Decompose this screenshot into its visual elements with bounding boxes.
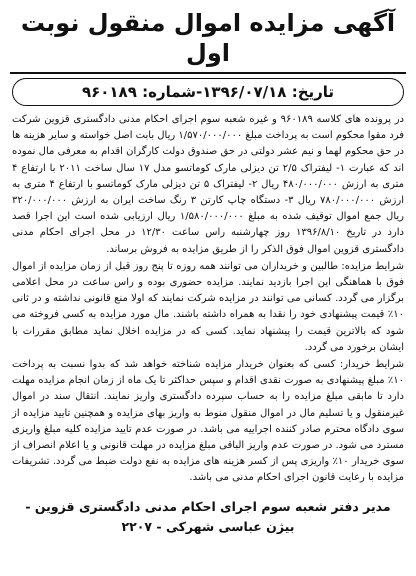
paragraph-auction-terms: شرایط مزایده: طالبین و خریداران می توانند همه روزه تا پنج روز قبل از زمان مزایده از اموال فوق با هماهنگی این اجرا بازدید نمایند. مزایده حضوری بوده و راس ساعت در محل اعلامی برگزار می گردد. کسانی می توانند در مزایده شرکت نمایند که اولا منع قانونی نداشته و در ثانی ۱۰٪ قیمت پیشنهادی خود را نقدا به همراه داشته باشند. مال مورد مزایده به کسی فروخته می شود که بالاترین قیمت را پیشنهاد نماید. کسی که در مزایده اخلال نماید مطابق مقررات با ایشان برخورد می گردد. [12,260,404,353]
paragraph-buyer-terms: شرایط خریدار: کسی که بعنوان خریدار مزایده شناخته خواهد شد که بدوا نسبت به پرداخت ۱۰٪ مبلغ پیشنهادی به صورت نقدی اقدام و سپس حداکثر تا یک ماه از زمان انجام مزایده مهلت دارد تا مابقی مبلغ مزایده را به حساب سپرده دادگستری واریز نمایند. انتقال سند در اموال غیرمنقول و یا تسلیم مال در اموال منقول منوط به واریز بهای مزایده و همچنین تایید مزایده از سوی دادگاه محترم صادر کننده اجراییه می باشد. در صورت عدم تایید مزایده کلیه مبلغ واریزی مسترد می شود. در صورت عدم واریز الباقی مبلغ مزایده در مهلت قانونی و یا اعلام انصراف از سوی خریدار ۱۰٪ واریزی پس از کسر هزینه های مزایده به نفع دولت ضبط می گردد. تشریفات مزایده با رعایت قانون اجرای احکام مدنی می باشد. [12,359,404,484]
meta-bar [12,78,404,106]
page-title: آگهی مزایده اموال منقول نوبت اول [10,6,406,74]
date-label: تاریخ: ۱۳۹۶/۰۷/۱۸ [202,83,335,101]
number-label: شماره: ۹۶۰۱۸۹ [81,83,197,101]
meta-separator: - [196,83,203,101]
notice-body [10,112,406,487]
paragraph-case-details: در پرونده های کلاسه ۹۶۰۱۸۹ و غیره شعبه سوم اجرای احکام مدنی دادگستری قزوین شرکت فرد مقوا محکوم است به پرداخت مبلغ ۱/۵۷۰/۰۰۰/۰۰۰ ریال بابت اصل خواسته و سایر هزینه ها در حق محکوم لهما و نیم عشر دولتی در حق صندوق دولت کارگران اقدام به معرفی مال نموده اند که عبارت ۱- لیفتراک ۲/۵ تن دیزلی مارک کوماتسو مدل ۱۷ سال ساخت ۲۰۱۱ با ارتفاع ۴ متری به ارزش ۴۸۰/۰۰۰/۰۰۰ ریال ۲- لیفتراک ۵ تن دیزلی مارک کوماتسو با ارتفاع ۴ متری به ارزش ۷۸۰/۰۰۰/۰۰۰ ریال ۳- دستگاه چاپ کارتن ۳ رنگ ساخت ایران به ارزش ۳۲۰/۰۰۰/۰۰۰ ریال جمع اموال توقیف شده به مبلغ ۱/۵۸۰/۰۰۰/۰۰۰ ریال ارزیابی شده است این اجرا قصد دارد در تاریخ ۱۳۹۶/۸/۱۰ روز چهارشنبه راس ساعت ۱۲/۳۰ در محل اجرای احکام مدنی دادگستری قزوین اموال فوق الذکر را از طریق مزایده به فروش برساند. [12,114,405,255]
signature-line-1: مدیر دفتر شعبه سوم اجرای احکام مدنی دادگستری قزوین - [25,498,391,514]
signature-line-2: بیژن عباسی شهرکی - ۲۲۰۷ [121,518,295,534]
title-wrap [10,6,406,74]
signature-block [10,497,406,537]
